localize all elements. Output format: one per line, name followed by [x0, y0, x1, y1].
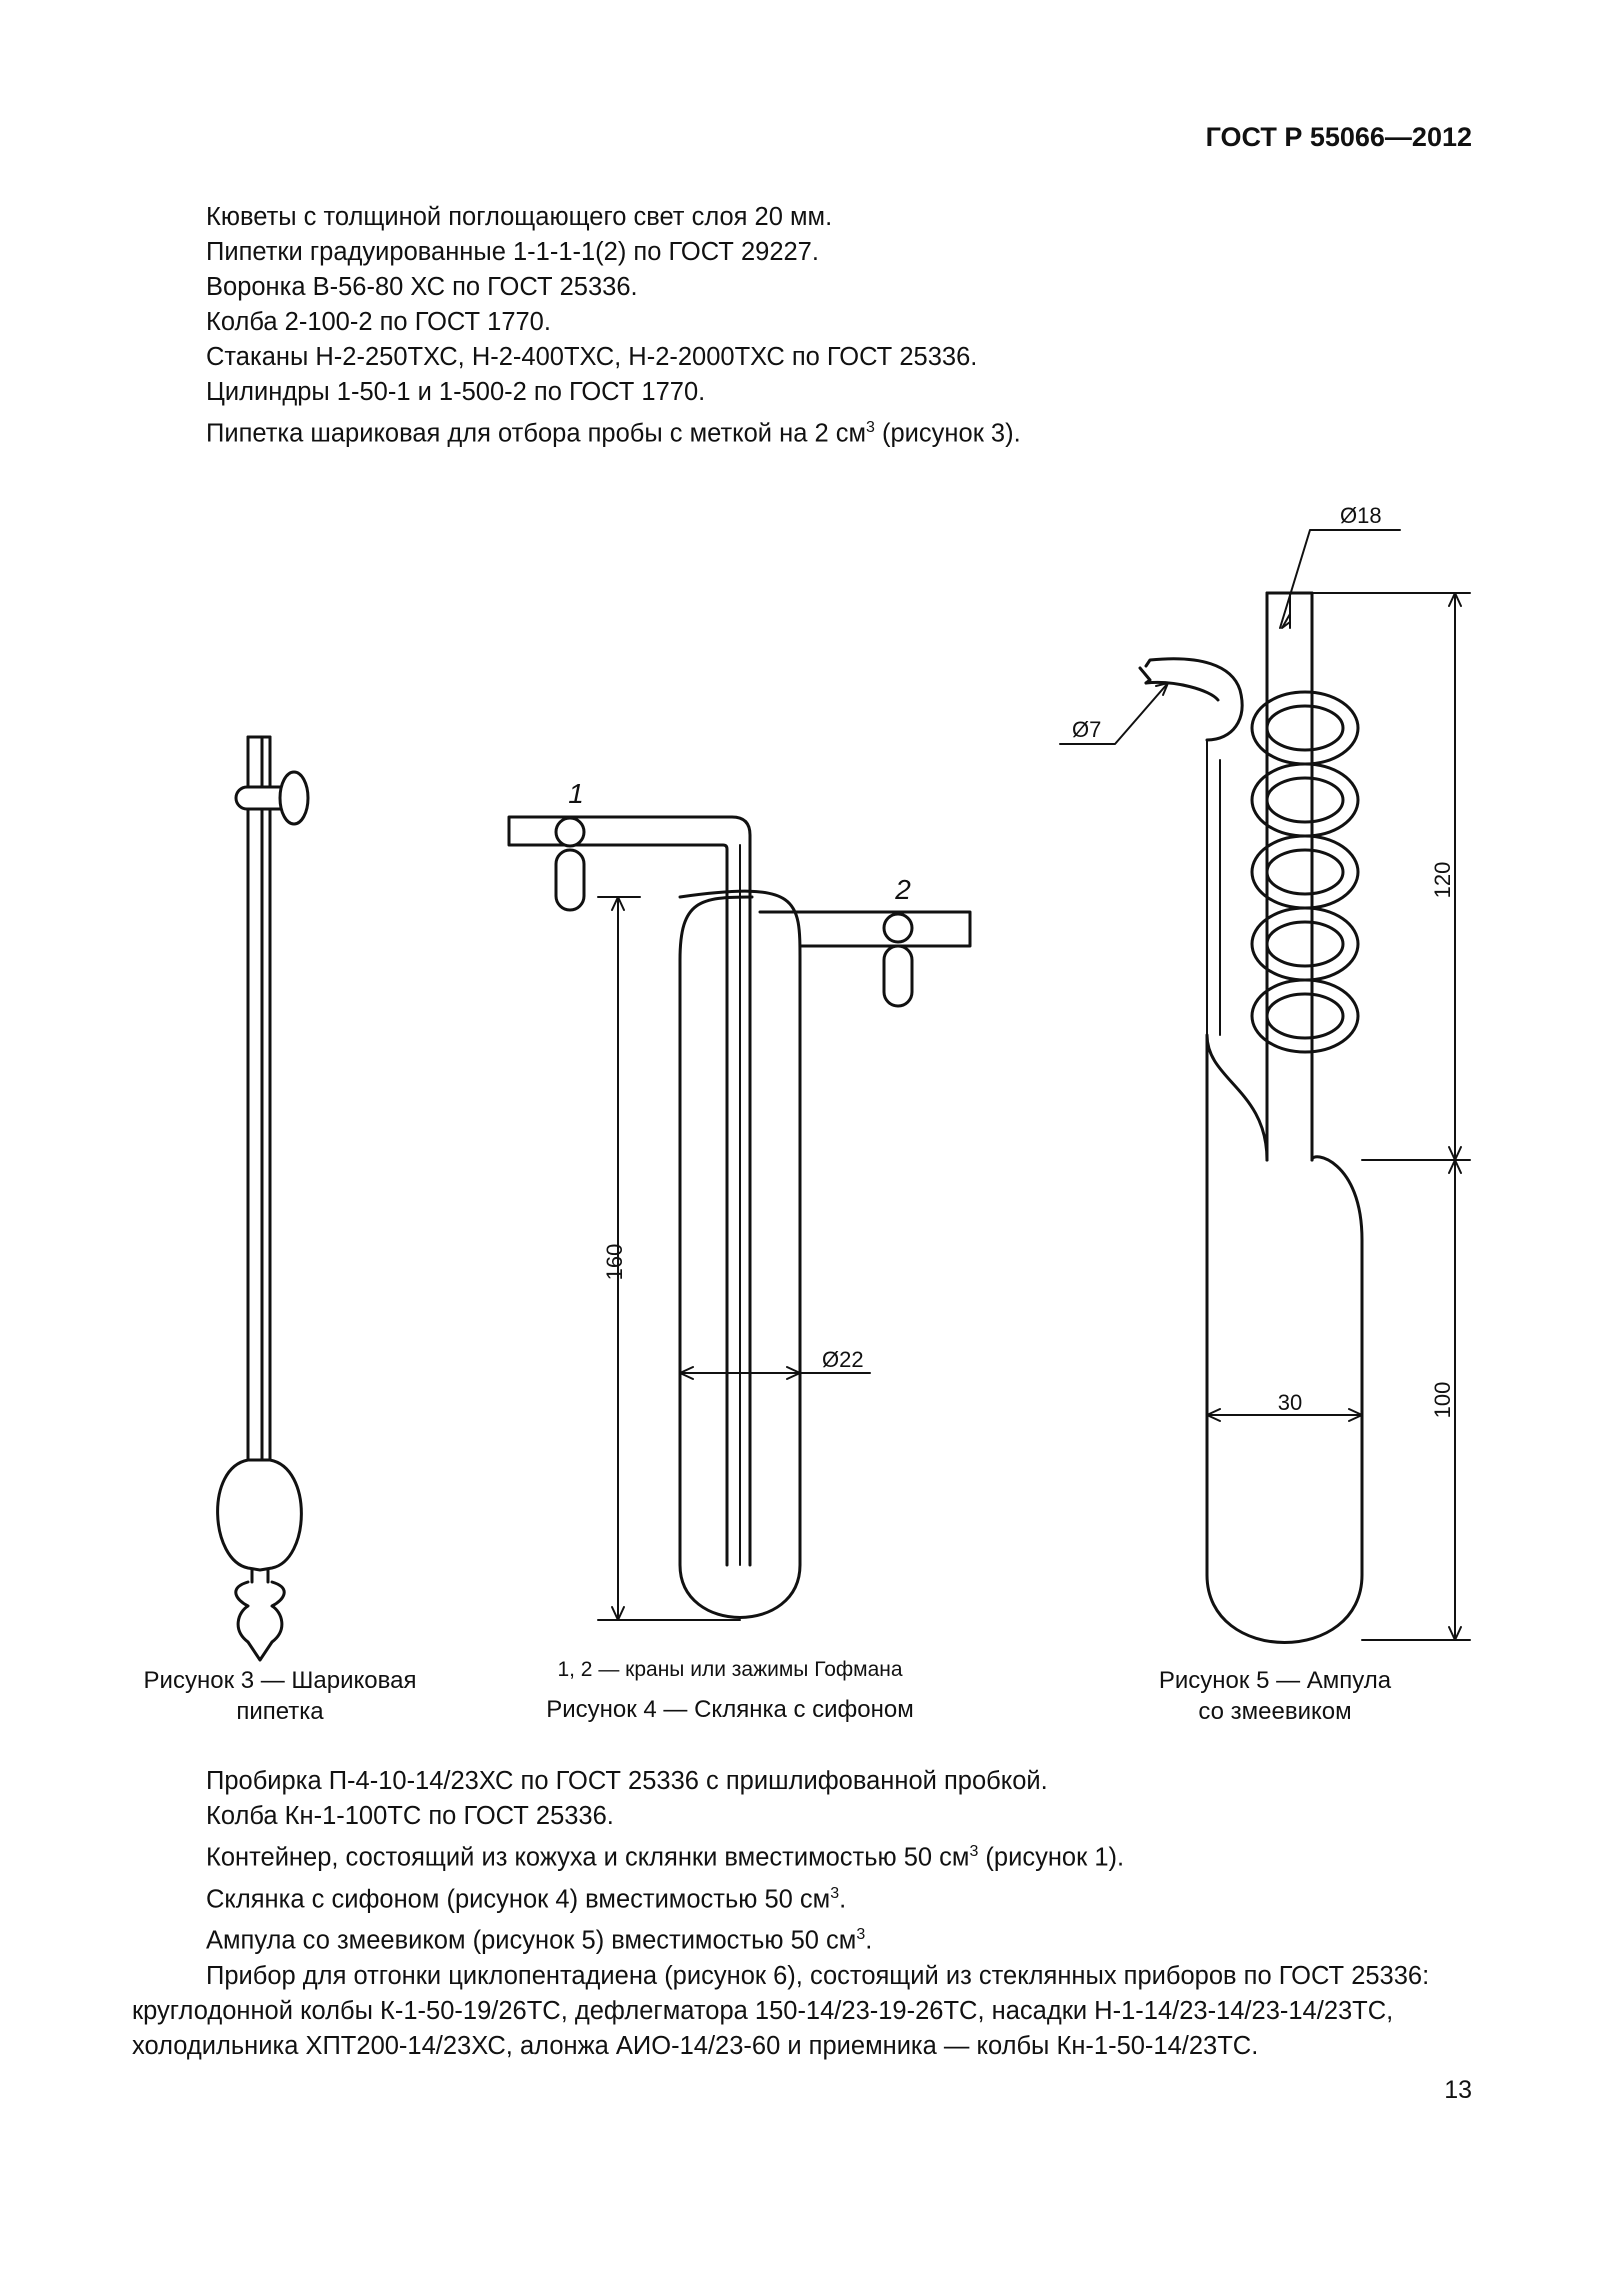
dim-height-160: 160 [602, 1243, 627, 1281]
figure-4-caption: Рисунок 4 — Склянка с сифоном [546, 1696, 914, 1723]
figure-5-caption: Рисунок 5 — Ампула со змеевиком [1158, 1667, 1392, 1725]
paragraph-line: круглодонной колбы К-1-50-19/26ТС, дефлегматора 150-14/23-19-26ТС, насадки Н-1-14/23-14/23-14/23ТС, [132, 1996, 1394, 2025]
callout-1: 1 [568, 778, 584, 809]
list-item: Стаканы Н-2-250ТХС, Н-2-400ТХС, Н-2-2000ТХС по ГОСТ 25336. [206, 343, 978, 371]
list-item: Кюветы с толщиной поглощающего свет слоя 20 мм. [206, 203, 833, 231]
list-item: Воронка В-56-80 ХС по ГОСТ 25336. [206, 273, 638, 301]
paragraph-line: холодильника ХПТ200-14/23ХС, алонжа АИО-14/23-60 и приемника — колбы Кн-1-50-14/23ТС. [132, 2031, 1259, 2060]
figure-5-ampoule-coil [1060, 530, 1470, 1643]
dim-diameter-7: Ø7 [1072, 717, 1102, 742]
figure-3-caption: Рисунок 3 — Шариковая пипетка [143, 1667, 417, 1725]
dim-diameter-22: Ø22 [822, 1347, 864, 1372]
list-item: Пипетка шариковая для отбора пробы с меткой на 2 $см^3$ (рисунок 3). [206, 419, 1021, 448]
list-item: Ампула со змеевиком (рисунок 5) вместимостью 50 $см^3$. [206, 1926, 873, 1955]
figures-drawing [0, 480, 1614, 1730]
figure-3-ball-pipette [218, 737, 308, 1660]
list-item: Склянка с сифоном (рисунок 4) вместимостью 50 $см^3$. [206, 1884, 847, 1913]
list-item: Цилиндры 1-50-1 и 1-500-2 по ГОСТ 1770. [206, 378, 706, 406]
dim-diameter-18: Ø18 [1340, 503, 1382, 528]
list-item: Контейнер, состоящий из кожуха и склянки вместимостью 50 $см^3$ (рисунок 1). [206, 1843, 1125, 1872]
list-item: Пипетки градуированные 1-1-1-1(2) по ГОСТ 29227. [206, 238, 819, 266]
page-number: 13 [1444, 2076, 1472, 2104]
paragraph-line: Прибор для отгонки циклопентадиена (рисунок 6), состоящий из стеклянных приборов по ГОСТ 25336: [206, 1961, 1430, 1990]
figure-4-legend: 1, 2 — краны или зажимы Гофмана [557, 1658, 903, 1681]
dim-height-120: 120 [1430, 861, 1455, 899]
dim-height-100: 100 [1430, 1381, 1455, 1419]
equipment-list-bottom [132, 1764, 1472, 2064]
figure-4-siphon-bottle [509, 817, 970, 1620]
document-header: ГОСТ Р 55066—2012 [1205, 122, 1472, 152]
dim-width-30: 30 [1277, 1390, 1303, 1415]
equipment-list-top [132, 200, 1472, 452]
list-item: Пробирка П-4-10-14/23ХС по ГОСТ 25336 с пришлифованной пробкой. [206, 1767, 1048, 1795]
list-item: Колба 2-100-2 по ГОСТ 1770. [206, 308, 551, 336]
list-item: Колба Кн-1-100ТС по ГОСТ 25336. [206, 1802, 614, 1830]
callout-2: 2 [895, 874, 911, 905]
